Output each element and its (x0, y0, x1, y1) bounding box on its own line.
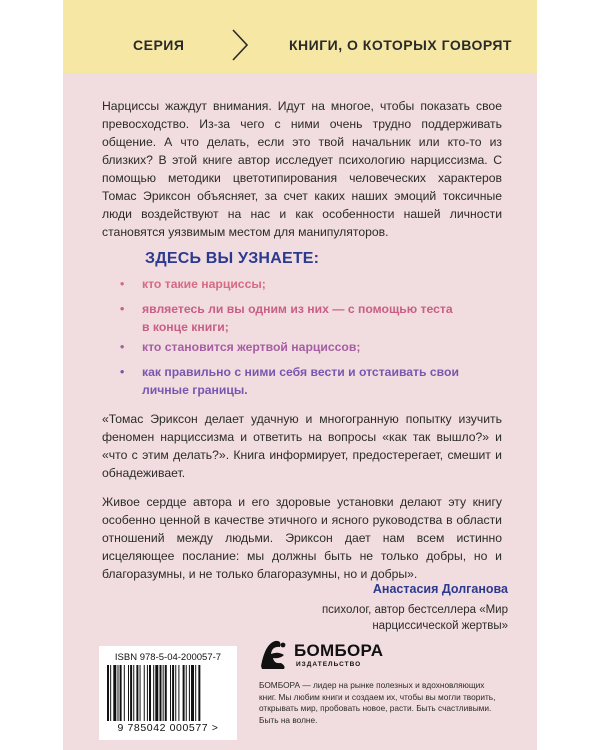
publisher-name: БОМБОРА (294, 641, 384, 660)
publisher-subtitle: ИЗДАТЕЛЬСТВО (296, 661, 362, 668)
barcode (99, 646, 237, 740)
isbn-text: ISBN 978-5-04-200057-7 (114, 652, 222, 663)
chevron-right-icon (231, 28, 249, 62)
learn-heading: ЗДЕСЬ ВЫ УЗНАЕТЕ: (145, 250, 320, 267)
learn-item-text: кто такие нарциссы; (142, 277, 266, 291)
learn-item-text: как правильно с ними себя вести и отстаивать свои личные границы. (142, 365, 459, 397)
series-label: СЕРИЯ (133, 37, 185, 53)
series-title: КНИГИ, О КОТОРЫХ ГОВОРЯТ (289, 37, 512, 53)
publisher-description: БОМБОРА — лидер на рынке полезных и вдохновляющих книг. Мы любим книги и создаем их, чтобы вы могли творить, открывать мир, пробовать новое, расти. Быть счастливыми. Быть на волне. (259, 680, 496, 725)
intro-paragraph: Нарциссы жаждут внимания. Идут на многое, чтобы показать свое превосходство. Из-за чего с ними очень трудно поддерживать общение. А что делать, если это твой начальник или кто-то из близких? В этой книге автор исследует психологию нарциссизма. С помощью методики цветотипирования человеческих характеров Томас Эриксон объясняет, за счет каких наших эмоций токсичные люди воздействуют на нас и как особенности нашей личности становятся уязвимым местом для манипуляторов. (102, 99, 502, 239)
quote-author: Анастасия Долганова (372, 582, 508, 596)
barcode-bars (107, 665, 229, 721)
quote-author-description: психолог, автор бестселлера «Мир нарциссической жертвы» (321, 604, 508, 632)
bullet-icon: • (120, 277, 125, 291)
bombora-logo-icon (258, 638, 292, 672)
learn-item-text: кто становится жертвой нарциссов; (142, 340, 361, 354)
bullet-icon: • (120, 302, 125, 316)
page-margin-left (0, 0, 63, 750)
quote-paragraph-1: «Томас Эриксон делает удачную и многогранную попытку изучить феномен нарциссизма и ответить на вопросы «как так вышло?» и «что с этим делать?». Книга информирует, предостерегает, смешит и обнадеживает. (102, 412, 502, 480)
learn-item-text: являетесь ли вы одним из них — с помощью теста в конце книги; (142, 302, 453, 334)
bullet-icon: • (120, 340, 125, 354)
barcode-number: 9 785042 000577 > (117, 722, 219, 734)
bullet-icon: • (120, 365, 125, 379)
page-margin-right (537, 0, 600, 750)
quote-paragraph-2: Живое сердце автора и его здоровые установки делают эту книгу особенно ценной в качестве этичного и ясного руководства в области отношений между людьми. Эриксон дает нам всем истинно исцеляющее послание: мы должны быть не только добры, но и благоразумны, и не только благоразумны, но и добры». (102, 495, 502, 581)
series-banner (63, 0, 537, 73)
